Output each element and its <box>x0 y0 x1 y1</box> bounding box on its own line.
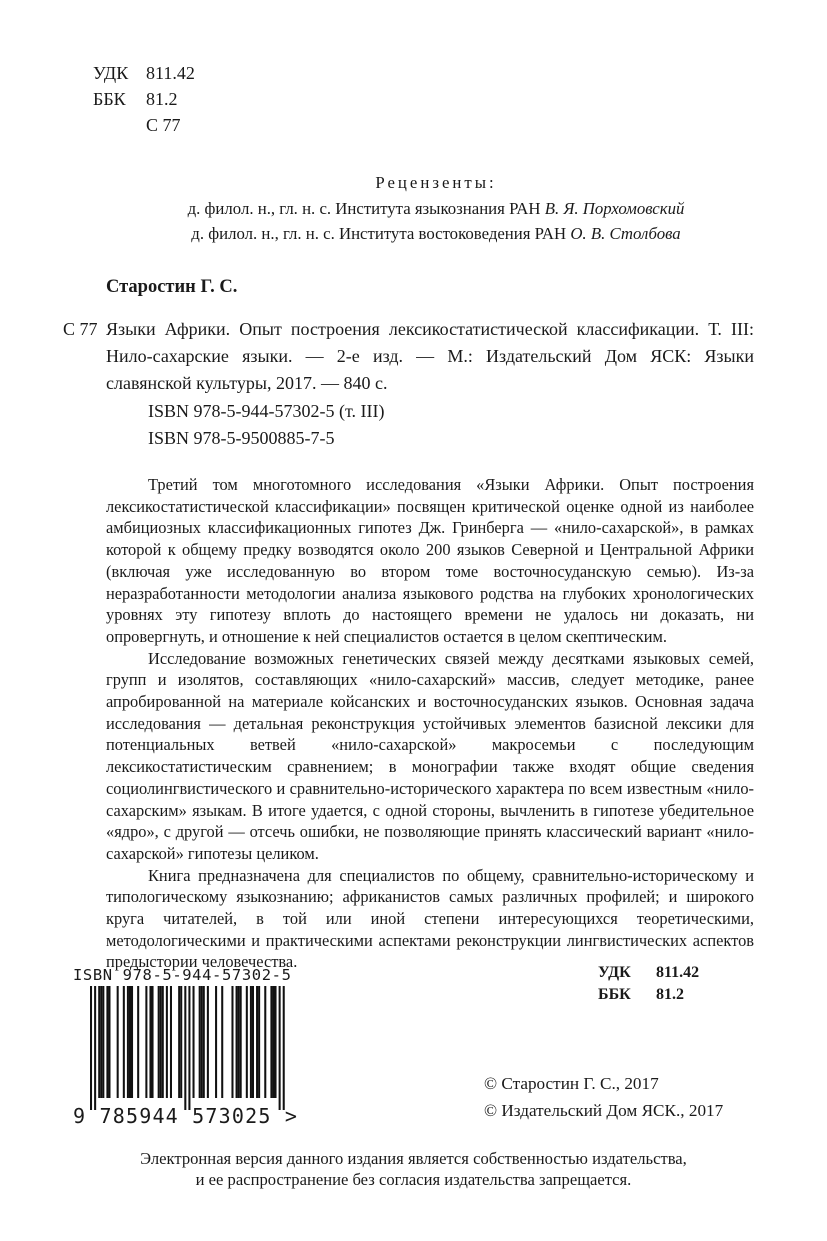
barcode-bar <box>236 986 238 1098</box>
barcode-isbn-text: ISBN 978-5-944-57302-5 <box>73 966 292 984</box>
author-mark: С 77 <box>146 115 181 135</box>
barcode-guard-bar <box>279 986 281 1110</box>
classification-block-top <box>93 62 195 140</box>
barcode-bar <box>180 986 182 1098</box>
bibliographic-description: Языки Африки. Опыт построения лексикостатистической классификации. Т. III: Нило-сахарские языки. — 2-е изд. — М.: Издательский Дом ЯСК: Языки славянской культуры, 2017. — 840 с. <box>106 319 754 393</box>
barcode-bar <box>98 986 100 1098</box>
barcode-bar <box>117 986 119 1098</box>
barcode-bar <box>252 986 254 1098</box>
barcode-image <box>90 986 286 1110</box>
barcode-bar <box>250 986 252 1098</box>
barcode-bar <box>152 986 154 1098</box>
barcode-bar <box>258 986 260 1098</box>
udk-label: УДК <box>598 964 631 981</box>
barcode-bar <box>201 986 203 1098</box>
barcode-bar <box>207 986 209 1098</box>
barcode-bar <box>178 986 180 1098</box>
barcode-bar <box>137 986 139 1098</box>
reviewers-block <box>80 172 792 246</box>
reviewer-name: В. Я. Порхомовский <box>544 199 685 218</box>
barcode-bar <box>160 986 162 1098</box>
barcode-bar <box>272 986 274 1098</box>
udk-label: УДК <box>93 63 129 83</box>
barcode-bar <box>149 986 151 1098</box>
barcode-bar <box>170 986 172 1098</box>
reviewer-line <box>80 221 792 246</box>
udk-value: 811.42 <box>146 63 195 83</box>
isbn-line: ISBN 978-5-944-57302-5 (т. III) <box>148 401 385 421</box>
barcode-bar <box>238 986 240 1098</box>
bbk-value: 81.2 <box>146 89 178 109</box>
bbk-label: ББК <box>93 89 126 109</box>
isbn-line: ISBN 978-5-9500885-7-5 <box>148 428 335 448</box>
barcode-bar <box>106 986 108 1098</box>
barcode-bar <box>203 986 205 1098</box>
bbk-value: 81.2 <box>656 986 684 1003</box>
author-heading: Старостин Г. С. <box>106 277 238 297</box>
barcode-bar <box>166 986 168 1098</box>
classification-block-bottom <box>598 964 699 1008</box>
reviewer-line <box>80 196 792 221</box>
copyright-block <box>484 1070 723 1124</box>
barcode-bar <box>215 986 217 1098</box>
barcode-bar <box>108 986 110 1098</box>
udk-value: 811.42 <box>656 964 700 981</box>
reviewers-title: Рецензенты: <box>375 173 497 192</box>
barcode-bar <box>275 986 277 1098</box>
barcode-guard-bar <box>94 986 96 1110</box>
barcode-bar <box>145 986 147 1098</box>
barcode-bar <box>264 986 266 1098</box>
barcode-guard-bar <box>184 986 186 1110</box>
footer-line: Электронная версия данного издания является собственностью издательства, <box>140 1149 687 1168</box>
barcode-digits: 9 785944 573025 > <box>73 1104 299 1128</box>
footer-line: и ее распространение без согласия издательства запрещается. <box>195 1170 632 1189</box>
barcode-bar <box>100 986 102 1098</box>
barcode-bar <box>131 986 133 1098</box>
abstract-paragraph: Книга предназначена для специалистов по общему, сравнительно-историческому и типологическому языкознанию; африканистов самых различных профилей; и широкого круга читателей, в той или иной степени интересующихся теоретическими, методологическими и практическими аспектами реконструкции лингвистических аспектов предыстории человечества. <box>106 865 754 972</box>
reviewer-affiliation: д. филол. н., гл. н. с. Института языкознания РАН <box>187 199 541 218</box>
barcode-bar <box>129 986 131 1098</box>
abstract-paragraph: Исследование возможных генетических связей между десятками языковых семей, групп и изолятов, составляющих «нило-сахарский» массив, следует методике, ранее апробированной на материале койсанских и восточносуданских языков. Основная задача исследования — детальная реконструкция устойчивых элементов базисной лексики для потенциальных ветвей «нило-сахарской» макросемьи с последующим лексикостатистическим сравнением; в монографии также входят общие сведения социолингвистического и сравнительно-исторического характера по всем известным «нило-сахарским» языкам. В итоге удается, с одной стороны, вычленить в гипотезе убедительное «ядро», с другой — отсечь ошибки, не позволяющие принять классический вариант «нило-сахарской» гипотезы целиком. <box>106 648 754 863</box>
barcode-bar <box>123 986 125 1098</box>
isbn-list <box>148 398 384 452</box>
barcode-bar <box>256 986 258 1098</box>
barcode-bar <box>240 986 242 1098</box>
reviewer-affiliation: д. филол. н., гл. н. с. Института востоковедения РАН <box>191 224 567 243</box>
bbk-label: ББК <box>598 986 631 1003</box>
barcode-bar <box>221 986 223 1098</box>
barcode-bar <box>199 986 201 1098</box>
copyright-line: © Издательский Дом ЯСК., 2017 <box>484 1101 724 1120</box>
barcode-bar <box>270 986 272 1098</box>
abstract-paragraph: Третий том многотомного исследования «Языки Африки. Опыт построения лексикостатистической классификации» посвящен критической оценке одной из наиболее амбициозных классификационных гипотез Дж. Гринберга — «нило-сахарской», в рамках которой к общему предку возводятся около 200 языков Северной и Центральной Африки (включая уже исследованную во втором томе восточносуданскую семью). Из-за неразработанности методологии анализа языкового родства на глубоких хронологических уровнях эту гипотезу вплоть до настоящего времени не удалось ни доказать, ни опровергнуть, и отношение к ней специалистов остается в целом скептическим. <box>106 475 754 646</box>
barcode-guard-bar <box>90 986 92 1110</box>
abstract <box>106 474 754 973</box>
reviewer-name: О. В. Столбова <box>570 224 681 243</box>
barcode-guard-bar <box>283 986 285 1110</box>
barcode-guard-bar <box>188 986 190 1110</box>
copyright-line: © Старостин Г. С., 2017 <box>484 1074 659 1093</box>
barcode-bar <box>246 986 248 1098</box>
footer-notice <box>40 1148 787 1190</box>
barcode-bar <box>231 986 233 1098</box>
barcode-bar <box>193 986 195 1098</box>
barcode-bar <box>127 986 129 1098</box>
catalog-number: С 77 <box>63 319 98 339</box>
barcode-bar <box>102 986 104 1098</box>
barcode-bar <box>162 986 164 1098</box>
barcode-bar <box>158 986 160 1098</box>
